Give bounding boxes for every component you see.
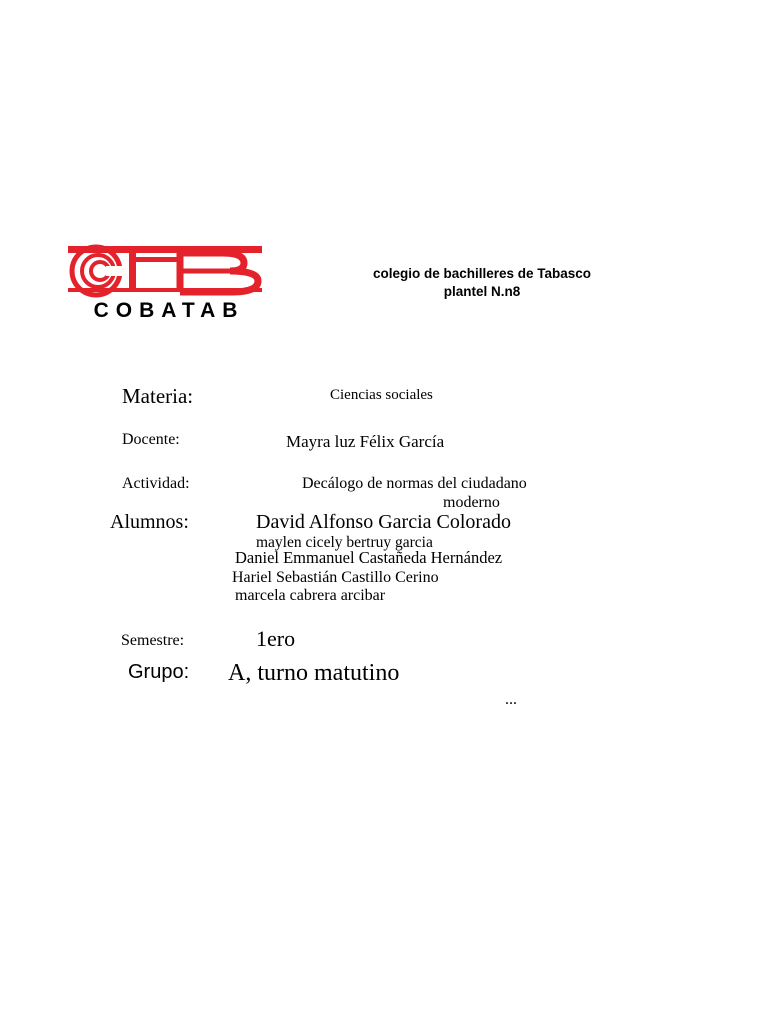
- grupo-label: Grupo:: [128, 661, 190, 683]
- materia-label: Materia:: [122, 384, 194, 408]
- alumno-name: Daniel Emmanuel Castañeda Hernández: [235, 548, 503, 567]
- institution-header: [314, 265, 650, 301]
- actividad-value-line2: moderno: [443, 494, 500, 511]
- logo-text: COBATAB: [93, 299, 245, 322]
- semestre-label: Semestre:: [121, 632, 185, 649]
- actividad-label: Actividad:: [122, 475, 190, 492]
- institution-name: colegio de bachilleres de Tabasco: [372, 266, 592, 281]
- docente-label: Docente:: [122, 431, 180, 448]
- institution-plantel: plantel N.n8: [443, 284, 521, 299]
- materia-value: Ciencias sociales: [330, 387, 433, 403]
- alumnos-label: Alumnos:: [110, 511, 189, 533]
- alumno-name: marcela cabrera arcibar: [235, 587, 386, 604]
- grupo-value: A, turno matutino: [228, 660, 400, 686]
- docente-value: Mayra luz Félix García: [286, 432, 445, 451]
- alumno-name: maylen cicely bertruy garcia: [256, 534, 433, 551]
- ellipsis: ...: [505, 691, 517, 708]
- semestre-value: 1ero: [256, 626, 296, 651]
- actividad-value-line1: Decálogo de normas del ciudadano: [302, 475, 527, 492]
- alumno-name: David Alfonso Garcia Colorado: [256, 511, 511, 533]
- alumno-name: Hariel Sebastián Castillo Cerino: [232, 569, 439, 586]
- cobatab-logo: [62, 244, 282, 324]
